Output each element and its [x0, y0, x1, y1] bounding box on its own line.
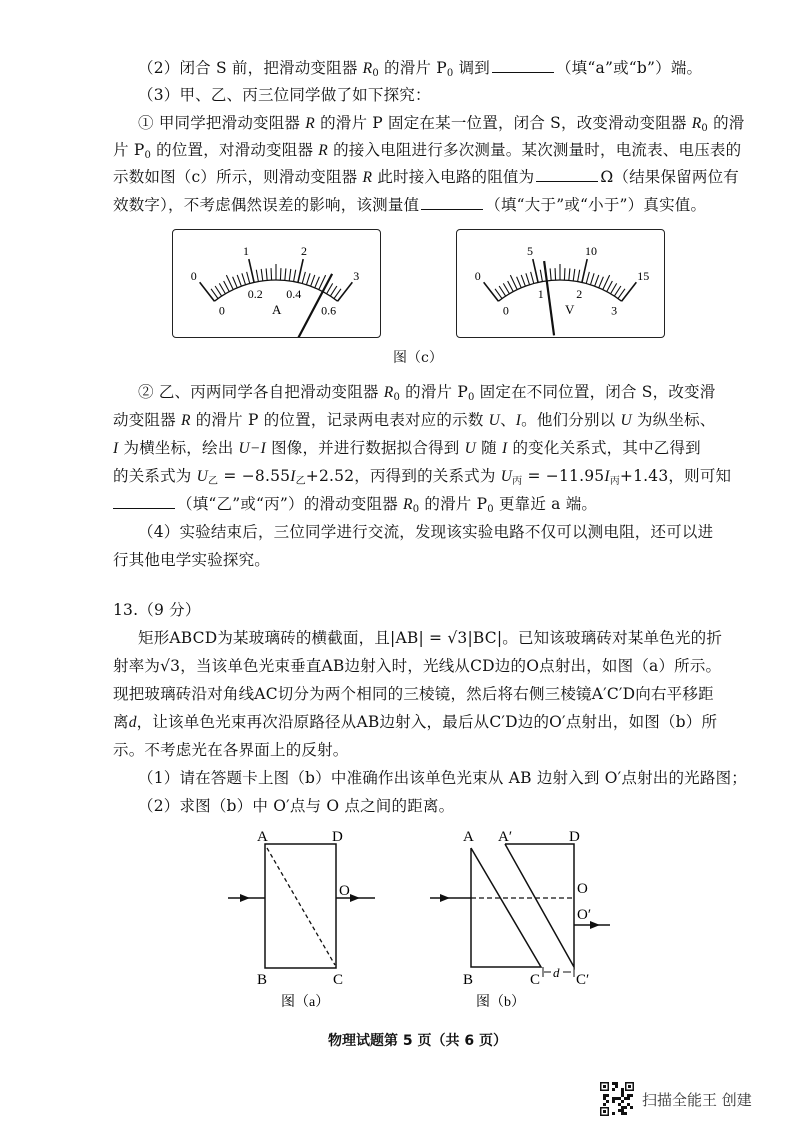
ammeter-outer-label: 0 [190, 268, 197, 283]
ammeter-tick [242, 273, 246, 284]
ammeter-tick [306, 273, 310, 284]
answer-blank [492, 57, 554, 73]
voltmeter-tick [517, 277, 522, 288]
label-a: A [257, 829, 268, 845]
ammeter-inner-label: 0.4 [286, 287, 302, 302]
ammeter [172, 229, 381, 338]
ammeter-tick [285, 268, 286, 280]
voltmeter-outer-label: 0 [474, 268, 481, 283]
q13-para-line5: 示。不考虑光在各界面上的反射。 [113, 741, 349, 759]
ammeter-tick [266, 268, 267, 280]
ammeter-tick [215, 286, 222, 296]
voltmeter-tick [503, 283, 509, 293]
ammeter-tick [271, 268, 272, 280]
voltmeter-outer-label: 15 [637, 268, 650, 283]
voltmeter-tick [540, 270, 542, 282]
q12-item1-line3: 示数如图（c）所示，则滑动变阻器 R 此时接入电路的阻值为 Ω（结果保留两位有 [113, 168, 739, 186]
ammeter-outer-label: 2 [300, 244, 307, 259]
voltmeter-tick [573, 269, 575, 281]
q13-para-line3: 现把玻璃砖沿对角线AC切分为两个相同的三棱镜，然后将右侧三棱镜A′C′D向右平移距 [113, 685, 714, 703]
arrow-icon [240, 894, 250, 902]
q12-part4-line2: 行其他电学实验探究。 [113, 551, 271, 569]
voltmeter-tick [569, 268, 570, 280]
ammeter-outer-label: 3 [353, 268, 360, 283]
voltmeter-tick [590, 273, 594, 284]
ammeter-tick [249, 259, 254, 282]
voltmeter-tick [521, 275, 525, 286]
ammeter-tick [261, 269, 263, 281]
voltmeter-tick [564, 268, 565, 280]
voltmeter-tick [595, 275, 599, 286]
voltmeter [456, 229, 665, 338]
figure-a-caption: 图（a） [281, 995, 330, 1010]
label-c: C [530, 972, 541, 988]
voltmeter-outer-label: 10 [584, 244, 597, 259]
voltmeter-tick [611, 283, 617, 293]
ammeter-tick [302, 272, 305, 284]
arrow-icon [350, 894, 360, 902]
voltmeter-tick [622, 282, 637, 301]
voltmeter-tick [578, 270, 580, 282]
q12-item2-line1: ② 乙、丙两同学各自把滑动变阻器 $R_0$ 的滑片 $P_0$ 固定在不同位置，闭合 S，改变滑 [138, 383, 716, 403]
voltmeter-outer-label: 5 [527, 244, 534, 259]
ammeter-tick [280, 268, 281, 280]
voltmeter-inner-label: 3 [611, 303, 618, 318]
voltmeter-tick [614, 286, 621, 296]
ammeter-inner-label: 0.6 [321, 303, 337, 318]
q12-item1-line1: ① 甲同学把滑动变阻器 R 的滑片 P 固定在某一位置，闭合 S，改变滑动变阻器 $R_0$ 的滑 [138, 114, 745, 134]
voltmeter-tick [599, 277, 604, 288]
voltmeter-inner-label: 1 [537, 287, 544, 302]
voltmeter-tick [526, 273, 530, 284]
right-prism [505, 844, 574, 967]
ammeter-inner-label: 0.2 [247, 287, 263, 302]
ammeter-tick [311, 275, 315, 286]
q12-item2-line5: （填“乙”或“丙”）的滑动变阻器 $R_0$ 的滑片 $P_0$ 更靠近 a 端。 [113, 493, 753, 516]
label-b: B [257, 972, 268, 988]
ammeter-outer-label: 1 [243, 244, 250, 259]
ammeter-tick [330, 286, 337, 296]
watermark-text: 扫描全能王 创建 [642, 1090, 752, 1109]
answer-blank [536, 166, 598, 182]
voltmeter-tick [508, 281, 514, 292]
voltmeter-inner-label: 0 [502, 303, 509, 318]
voltmeter-tick [607, 281, 613, 292]
figure-c-caption: 图（c） [393, 350, 443, 366]
q12-item1-line2: 片 $P_0$ 的位置，对滑动变阻器 R 的接入电阻进行多次测量。某次测量时，电流表、电压表的 [113, 141, 742, 161]
figure-b-caption: 图（b） [476, 995, 525, 1010]
ammeter-tick [294, 270, 296, 282]
voltmeter-tick [582, 259, 587, 282]
scanner-watermark [600, 1082, 752, 1116]
label-a-prime: A′ [498, 829, 513, 845]
q12-part4-line1: （4）实验结束后，三位同学进行交流，发现该实验电路不仅可以测电阻，还可以进 [138, 523, 714, 541]
q13-para-line2: 射率为√3，当该单色光束垂直AB边射入时，光线从CD边的O点射出，如图（a）所示。 [113, 657, 722, 675]
q12-item1-line4: 效数字），不考虑偶然误差的影响，该测量值 （填“大于”或“小于”）真实值。 [113, 196, 707, 214]
voltmeter-scale-arc [498, 280, 621, 301]
figure-b [410, 820, 610, 1020]
label-o-prime: O′ [577, 907, 592, 923]
diagonal-ac [267, 848, 335, 965]
left-prism [471, 848, 541, 967]
ammeter-tick [247, 272, 250, 284]
q12-item2-line2: 动变阻器 R 的滑片 P 的位置，记录两电表对应的示数 U、I。他们分别以 U 为纵坐标、 [113, 411, 716, 429]
arrow-icon [440, 894, 450, 902]
ammeter-tick [237, 275, 241, 286]
voltmeter-unit: V [565, 302, 575, 317]
q13-sub2: （2）求图（b）中 O′点与 O 点之间的距离。 [138, 797, 455, 815]
page-footer: 物理试题第 5 页（共 6 页） [328, 1033, 507, 1049]
arrow-icon [590, 921, 600, 929]
q13-sub1: （1）请在答题卡上图（b）中准确作出该单色光束从 AB 边射入到 O′点射出的光路图； [138, 769, 747, 787]
ammeter-inner-label: 0 [218, 303, 225, 318]
ammeter-tick [298, 259, 303, 282]
ammeter-dial [173, 230, 380, 337]
label-c-prime: C′ [576, 972, 590, 988]
label-b: B [463, 972, 474, 988]
q12-item2-line4: 的关系式为 $U_乙 = -8.55I_乙+2.52$，丙得到的关系式为 $U_丙 = -11.95I_丙+1.43$，则可知 [113, 467, 732, 487]
voltmeter-needle [544, 261, 554, 335]
voltmeter-dial [457, 230, 664, 337]
ammeter-tick [256, 270, 258, 282]
voltmeter-tick [533, 259, 538, 282]
voltmeter-tick [586, 272, 589, 284]
ammeter-tick [200, 282, 215, 301]
ammeter-unit: A [272, 302, 282, 317]
q13-heading: 13.（9 分） [113, 601, 201, 619]
voltmeter-tick [484, 282, 499, 301]
q12-part3-heading: （3）甲、乙、丙三位同学做了如下探究： [138, 86, 431, 104]
qr-code-icon [600, 1082, 634, 1116]
ammeter-tick [219, 283, 225, 293]
answer-blank [113, 493, 175, 509]
ammeter-tick [224, 281, 230, 292]
label-o: O [577, 881, 588, 897]
ammeter-tick [327, 283, 333, 293]
ammeter-tick [315, 277, 320, 288]
label-d-distance: d [553, 965, 560, 980]
voltmeter-tick [555, 268, 556, 280]
voltmeter-inner-label: 2 [576, 287, 583, 302]
label-d: D [332, 829, 343, 845]
label-o: O [339, 883, 350, 899]
q12-part2-line: （2）闭合 S 前，把滑动变阻器 $R_0$ 的滑片 $P_0$ 调到 （填“a”或“b”）端。 [138, 59, 703, 79]
figure-a [220, 820, 400, 1020]
answer-blank [421, 194, 483, 210]
voltmeter-tick [550, 268, 551, 280]
q13-para-line1: 矩形ABCD为某玻璃砖的横截面，且|AB| = √3|BC|。已知该玻璃砖对某单色光的折 [138, 629, 723, 647]
voltmeter-tick [499, 286, 506, 296]
label-c: C [333, 972, 344, 988]
ammeter-tick [289, 269, 291, 281]
ammeter-tick [338, 282, 353, 301]
label-a: A [463, 829, 474, 845]
ammeter-tick [233, 277, 238, 288]
q13-para-line4: 离d，让该单色光束再次沿原路径从AB边射入，最后从C′D边的O′点射出，如图（b）所 [113, 713, 718, 731]
label-d: D [569, 829, 580, 845]
q12-item2-line3: I 为横坐标，绘出 U−I 图像，并进行数据拟合得到 U 随 I 的变化关系式，其中乙得到 [113, 439, 701, 457]
voltmeter-tick [531, 272, 534, 284]
